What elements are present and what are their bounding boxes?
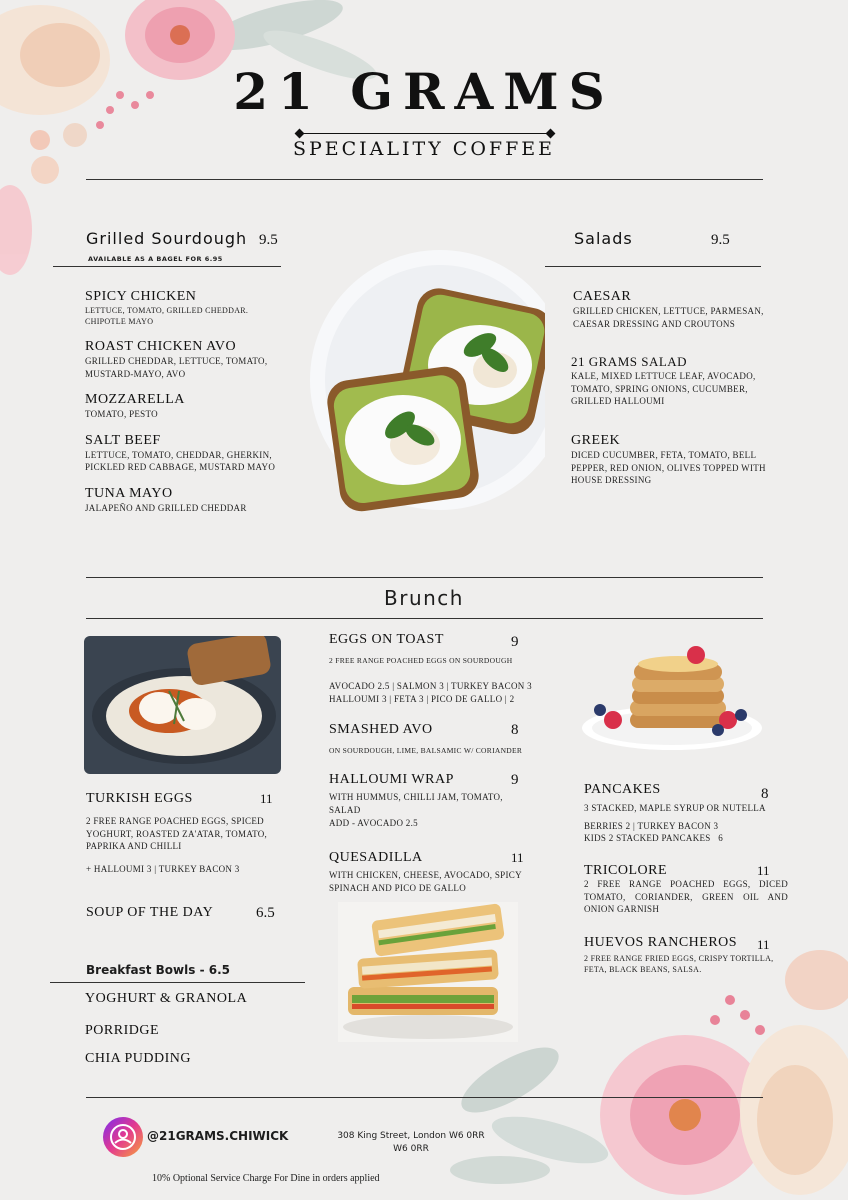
menu-item [85, 339, 290, 380]
salads-price: 9.5 [711, 232, 730, 248]
tricolore-name: TRICOLORE [584, 863, 668, 878]
pancakes-desc: 3 STACKED, MAPLE SYRUP OR NUTELLA [584, 803, 766, 813]
pancakes-name: PANCAKES [584, 782, 661, 797]
salads-item-greek [571, 433, 786, 487]
item-name: 21 GRAMS SALAD [571, 354, 688, 369]
page-subtitle: SPECIALITY COFFEE [292, 138, 556, 160]
menu-item [85, 433, 290, 474]
grilled-rule [53, 266, 281, 267]
huevos-rancheros-desc: 2 FREE RANGE FRIED EGGS, CRISPY TORTILLA, FETA, BLACK BEANS, SALSA. [584, 954, 774, 974]
salads-heading: Salads [574, 229, 633, 248]
pancakes-kids: KIDS 2 STACKED PANCAKES 6 [584, 833, 724, 843]
bowl-item: YOGHURT & GRANOLA [85, 991, 248, 1006]
bagel-note: AVAILABLE AS A BAGEL FOR 6.95 [88, 255, 223, 263]
halloumi-wrap-price: 9 [511, 772, 519, 788]
menu-item [85, 486, 290, 515]
item-desc: JALAPEÑO AND GRILLED CHEDDAR [85, 502, 247, 513]
item-name: SALT BEEF [85, 432, 161, 448]
grilled-sourdough-heading: Grilled Sourdough [86, 229, 248, 248]
address: 308 King Street, London W6 0RR W6 0RR [337, 1131, 485, 1154]
quesadilla-name: QUESADILLA [329, 850, 423, 865]
item-name: SPICY CHICKEN [85, 289, 197, 304]
turkish-eggs-addons: + HALLOUMI 3 | TURKEY BACON 3 [86, 864, 240, 874]
grilled-items-list [85, 289, 290, 514]
eggs-on-toast-name: EGGS ON TOAST [329, 632, 444, 647]
footer-rule [86, 1097, 763, 1098]
tricolore-price: 11 [757, 863, 770, 878]
halloumi-wrap-desc: WITH HUMMUS, CHILLI JAM, TOMATO, SALAD [329, 792, 503, 815]
turkish-eggs-price: 11 [260, 791, 273, 806]
soup-price: 6.5 [256, 905, 275, 921]
brunch-heading: Brunch [384, 586, 464, 610]
pancakes-addons: BERRIES 2 | TURKEY BACON 3 [584, 821, 719, 831]
breakfast-bowls-heading: Breakfast Bowls - 6.5 [86, 963, 230, 977]
header-rule [86, 179, 763, 180]
item-name: CAESAR [573, 289, 632, 304]
huevos-rancheros-price: 11 [757, 937, 770, 952]
item-desc: GRILLED CHEDDAR, LETTUCE, TOMATO, MUSTARD-MAYO, AVO [85, 356, 268, 379]
salads-rule [545, 266, 761, 267]
smashed-avo-name: SMASHED AVO [329, 722, 433, 737]
tricolore-desc: 2 FREE RANGE POACHED EGGS, DICED TOMATO, CORIANDER, GREEN OIL AND ONION GARNISH [584, 879, 788, 914]
soup-name: SOUP OF THE DAY [86, 905, 214, 920]
menu-item [85, 289, 290, 327]
quesadilla-price: 11 [511, 850, 524, 865]
service-charge-note: 10% Optional Service Charge For Dine in orders applied [152, 1173, 380, 1184]
bowl-item: CHIA PUDDING [85, 1051, 191, 1066]
salads-item-21-grams [571, 354, 786, 408]
eggs-on-toast-price: 9 [511, 634, 519, 650]
pancakes-price: 8 [761, 786, 769, 802]
brunch-rule-top [86, 577, 763, 578]
eggs-on-toast-desc: 2 FREE RANGE POACHED EGGS ON SOURDOUGH [329, 656, 513, 665]
instagram-handle[interactable]: @21GRAMS.CHIWICK [147, 1129, 289, 1143]
item-desc: GRILLED CHICKEN, LETTUCE, PARMESAN, CAESAR DRESSING AND CROUTONS [573, 306, 764, 329]
menu-item [85, 392, 290, 421]
page-title: 21 GRAMS [233, 62, 615, 121]
item-name: MOZZARELLA [85, 392, 185, 407]
item-name: TUNA MAYO [85, 485, 173, 501]
salads-item-caesar [573, 289, 788, 330]
turkish-eggs-desc: 2 FREE RANGE POACHED EGGS, SPICED YOGHURT, ROASTED ZA'ATAR, TOMATO, PAPRIKA AND CHILLI [86, 816, 268, 851]
smashed-avo-desc: ON SOURDOUGH, LIME, BALSAMIC W/ CORIANDER [329, 746, 523, 755]
brunch-rule-bottom [86, 618, 763, 619]
item-desc: KALE, MIXED LETTUCE LEAF, AVOCADO, TOMATO, SPRING ONIONS, CUCUMBER, GRILLED HALLOUMI [571, 371, 756, 406]
item-desc: LETTUCE, TOMATO, GRILLED CHEDDAR. CHIPOTLE MAYO [85, 306, 249, 326]
quesadilla-desc: WITH CHICKEN, CHEESE, AVOCADO, SPICY SPINACH AND PICO DE GALLO [329, 870, 522, 893]
grilled-sourdough-price: 9.5 [259, 232, 278, 248]
halloumi-wrap-name: HALLOUMI WRAP [329, 772, 454, 787]
bowl-item: PORRIDGE [85, 1023, 160, 1038]
eggs-on-toast-addons: AVOCADO 2.5 | SALMON 3 | TURKEY BACON 3 HALLOUMI 3 | FETA 3 | PICO DE GALLO | 2 [329, 681, 532, 704]
item-name: ROAST CHICKEN AVO [85, 339, 237, 354]
huevos-rancheros-name: HUEVOS RANCHEROS [584, 935, 738, 950]
turkish-eggs-name: TURKISH EGGS [86, 791, 193, 806]
smashed-avo-price: 8 [511, 722, 519, 738]
halloumi-wrap-addons: ADD - AVOCADO 2.5 [329, 818, 418, 828]
item-desc: TOMATO, PESTO [85, 409, 158, 419]
instagram-icon[interactable] [103, 1117, 143, 1157]
item-name: GREEK [571, 433, 621, 448]
item-desc: LETTUCE, TOMATO, CHEDDAR, GHERKIN, PICKLED RED CABBAGE, MUSTARD MAYO [85, 449, 276, 472]
bowls-rule [50, 982, 305, 983]
item-desc: DICED CUCUMBER, FETA, TOMATO, BELL PEPPER, RED ONION, OLIVES TOPPED WITH HOUSE DRESSING [571, 450, 766, 485]
